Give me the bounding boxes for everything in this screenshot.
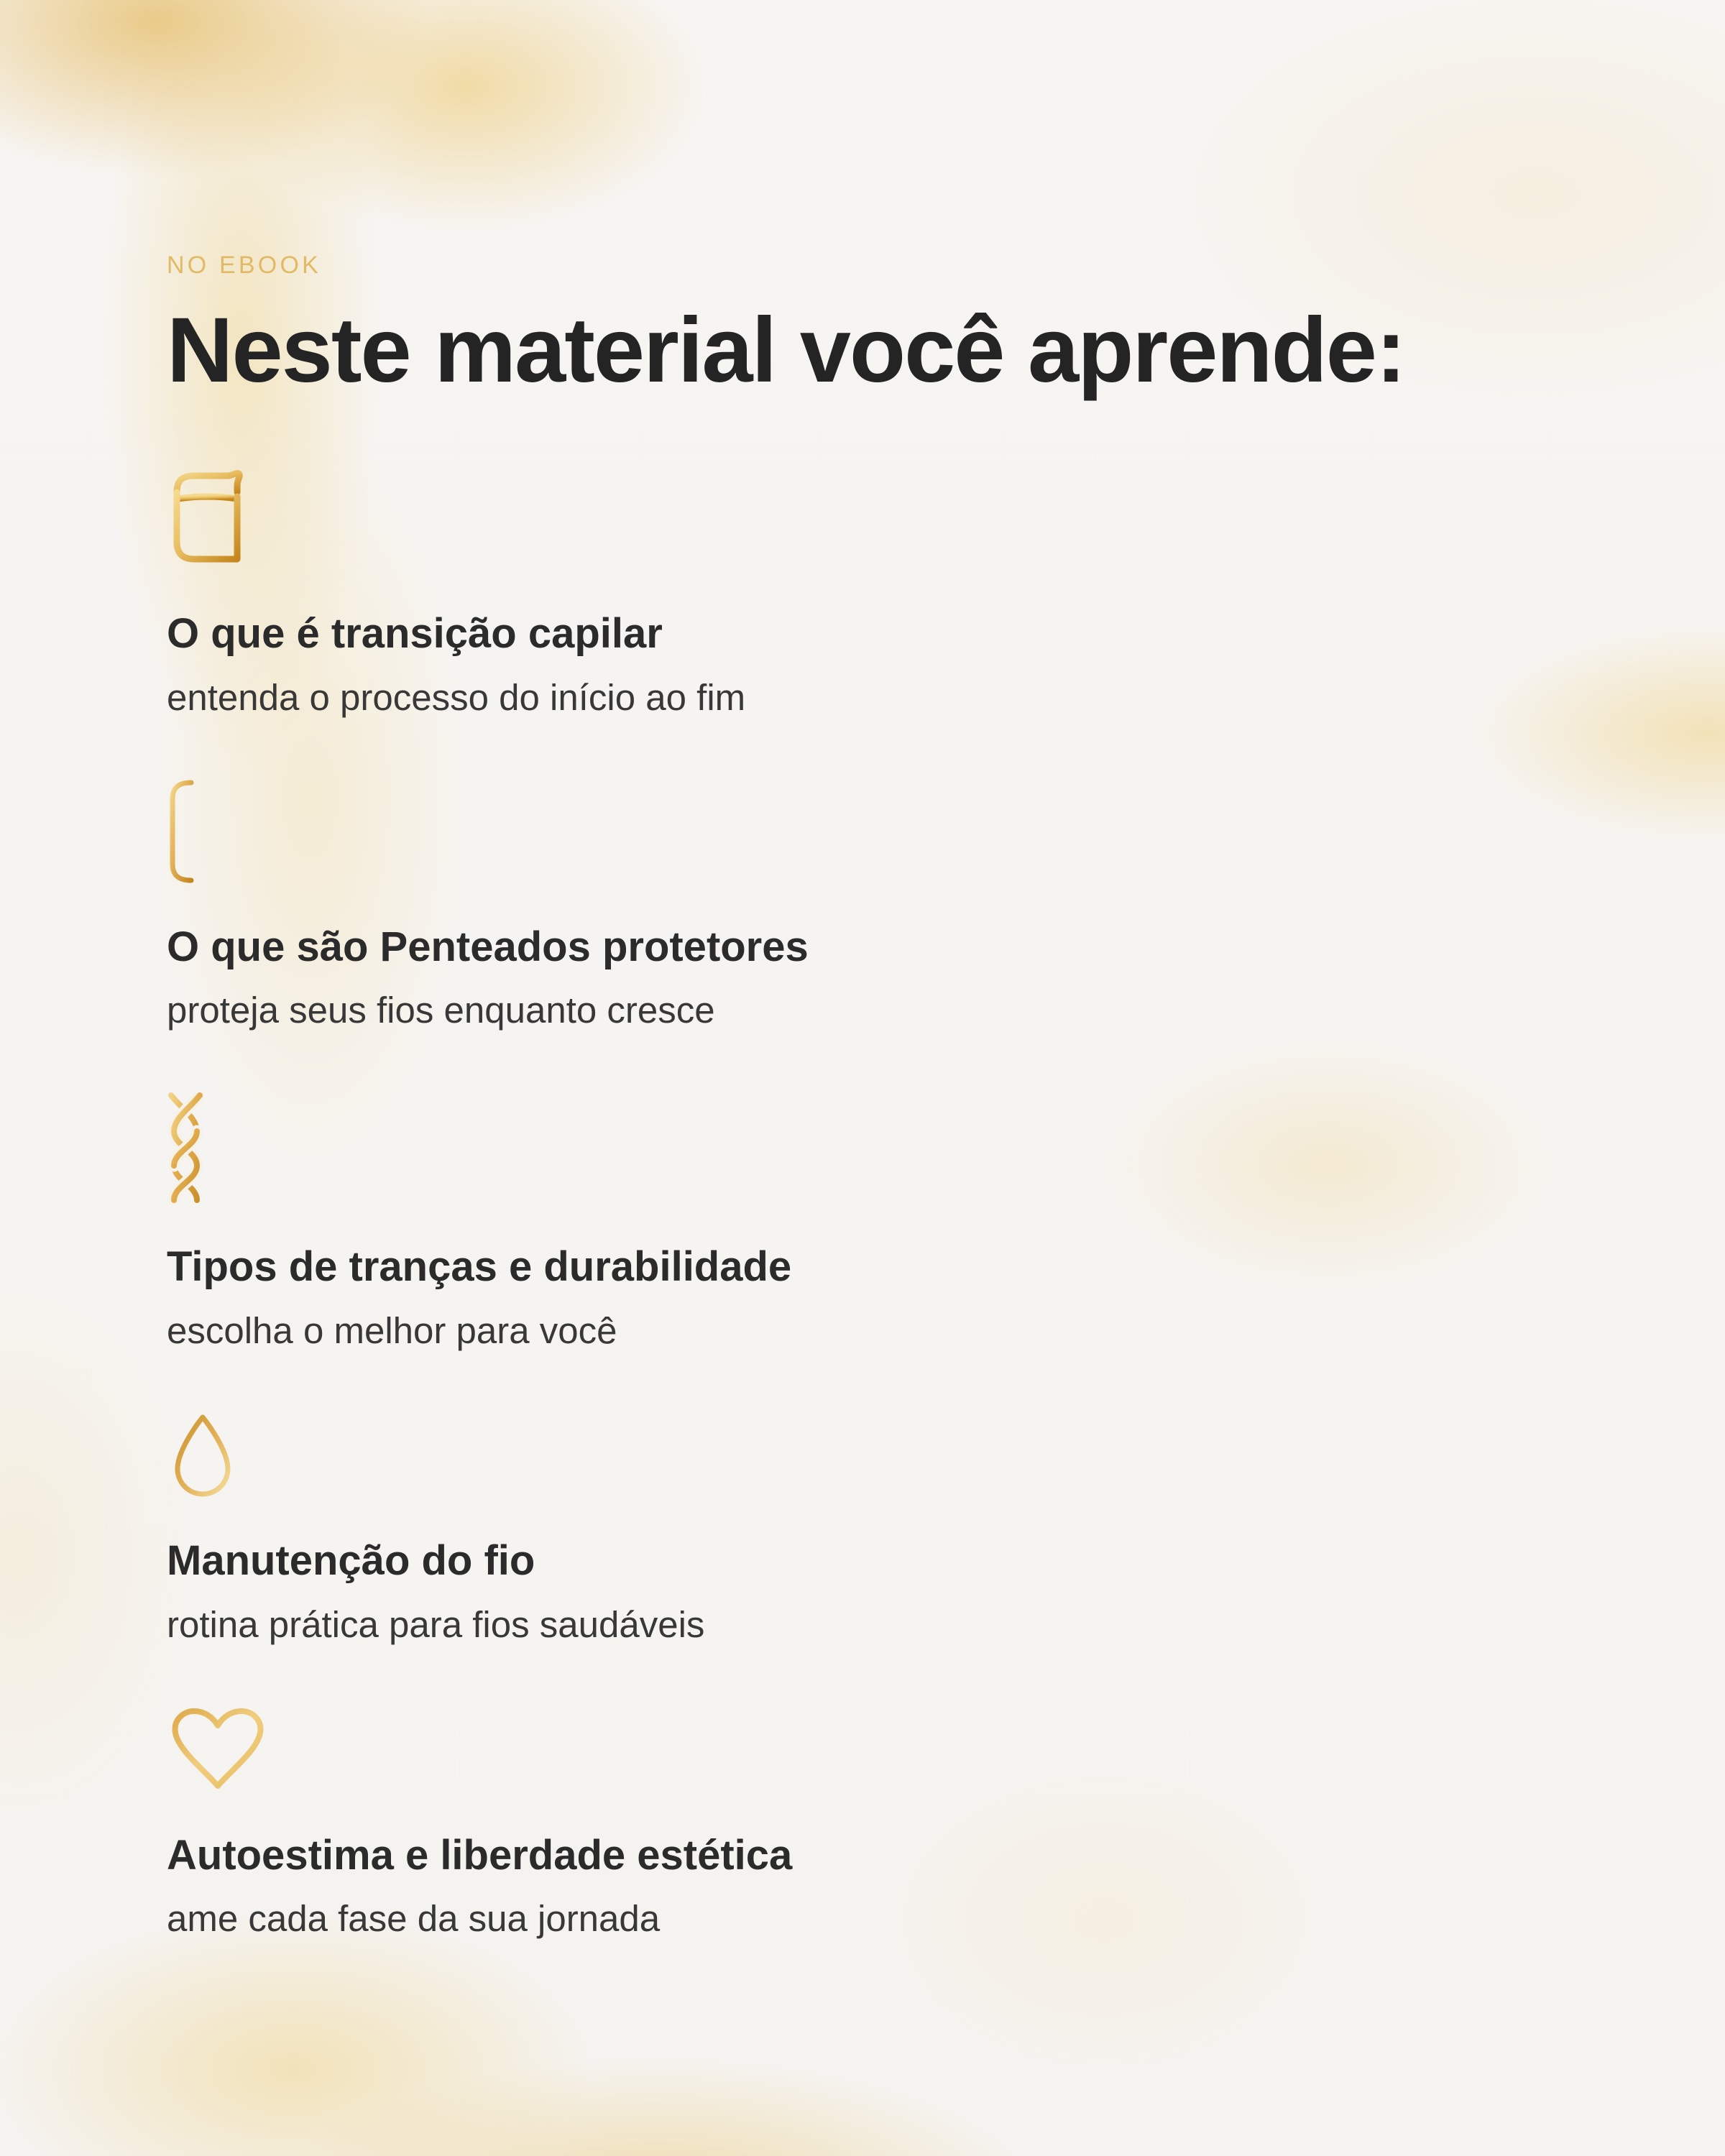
item-title: Manutenção do fio xyxy=(167,1537,535,1585)
item-subtitle: entenda o processo do início ao fim xyxy=(167,676,746,718)
list-item xyxy=(167,466,1568,720)
list-item xyxy=(167,1091,1568,1353)
item-subtitle: escolha o melhor para você xyxy=(167,1309,617,1351)
page-title: Neste material você aprende: xyxy=(167,299,1405,402)
item-title: Tipos de tranças e durabilidade xyxy=(167,1243,792,1291)
item-title: Autoestima e liberdade estética xyxy=(167,1831,793,1879)
list-item xyxy=(167,1705,1568,1942)
braid-icon xyxy=(167,1091,1568,1204)
content-column xyxy=(167,253,1568,1999)
comb-icon xyxy=(167,778,1568,885)
item-title: O que são Penteados protetores xyxy=(167,923,809,970)
droplet-icon xyxy=(167,1411,1568,1498)
item-subtitle: ame cada fase da sua jornada xyxy=(167,1898,661,1940)
book-icon xyxy=(167,466,1568,571)
list-item xyxy=(167,1411,1568,1647)
item-subtitle: rotina prática para fios saudáveis xyxy=(167,1603,705,1645)
item-title: O que é transição capilar xyxy=(167,610,663,658)
item-subtitle: proteja seus fios enquanto cresce xyxy=(167,990,715,1031)
list-item xyxy=(167,778,1568,1033)
heart-icon xyxy=(167,1705,1568,1793)
eyebrow-label: NO EBOOK xyxy=(167,252,321,279)
